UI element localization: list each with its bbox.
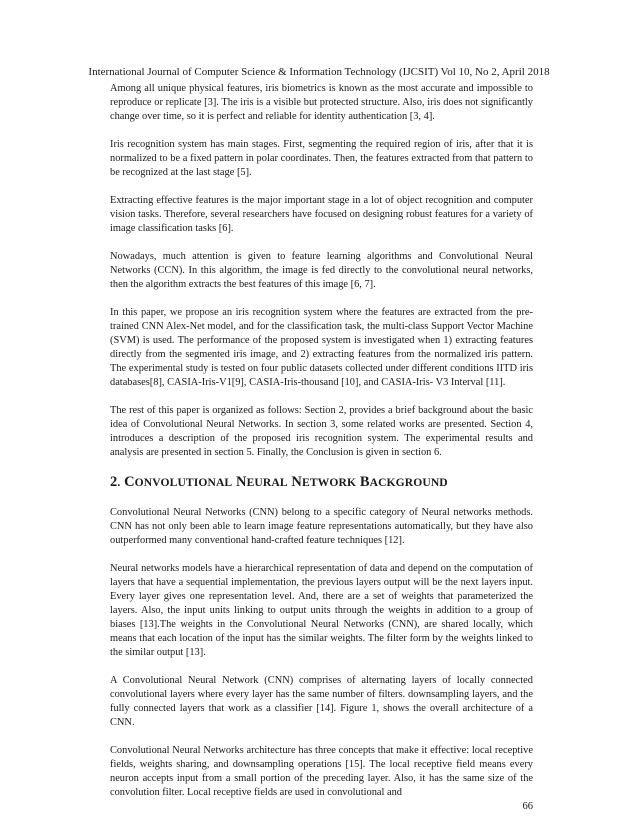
section-heading: 2. CONVOLUTIONAL NEURAL NETWORK BACKGROUND xyxy=(110,474,448,490)
paragraph: The rest of this paper is organized as follows: Section 2, provides a brief background about the basic idea of Convolutional Neural Networks. In section 3, some related works are presented. Section 4, introduces a description of the proposed iris recognition system. The experimental results and analysis are presented in section 5. Finally, the Conclusion is given in section 6. xyxy=(110,405,533,458)
page-number: 66 xyxy=(522,801,533,812)
page-body xyxy=(110,82,533,814)
paragraph: Extracting effective features is the major important stage in a lot of object recognition and computer vision tasks. Therefore, several researchers have focused on designing robust features for a variety of image classification tasks [6]. xyxy=(110,195,533,234)
paragraph: Convolutional Neural Networks architecture has three concepts that make it effective: local receptive fields, weights sharing, and downsampling operations [15]. The local receptive field means every neuron accepts input from a small portion of the preceding layer. Also, it has the same size of the convolution filter. Local receptive fields are used in convolutional and xyxy=(110,745,533,798)
paragraph: Among all unique physical features, iris biometrics is known as the most accurate and impossible to reproduce or replicate [3]. The iris is a visible but protected structure. Also, iris does not significantly change over time, so it is perfect and reliable for identity authentication [3, 4]. xyxy=(110,83,533,122)
paragraph: Convolutional Neural Networks (CNN) belong to a specific category of Neural networks methods. CNN has not only been able to learn image feature representations automatically, but they have also outperformed many conventional hand-crafted feature techniques [12]. xyxy=(110,507,533,546)
paragraph: Iris recognition system has main stages. First, segmenting the required region of iris, after that it is normalized to be a fixed pattern in polar coordinates. Then, the features extracted from that pattern to be recognized at the last stage [5]. xyxy=(110,139,533,178)
paragraph: A Convolutional Neural Network (CNN) comprises of alternating layers of locally connected convolutional layers where every layer has the same number of filters. downsampling layers, and the fully connected layers that work as a classifier [14]. Figure 1, shows the overall architecture of a CNN. xyxy=(110,675,533,728)
paragraph: In this paper, we propose an iris recognition system where the features are extracted from the pre-trained CNN Alex-Net model, and for the classification task, the multi-class Support Vector Machine (SVM) is used. The performance of the proposed system is investigated when 1) extracting features directly from the segmented iris image, and 2) extracting features from the normalized iris pattern. The experimental study is tested on four public datasets collected under different conditions IITD iris databases[8], CASIA-Iris-V1[9], CASIA-Iris-thousand [10], and CASIA-Iris- V3 Interval [11]. xyxy=(110,307,533,388)
paragraph: Nowadays, much attention is given to feature learning algorithms and Convolutional Neural Networks (CCN). In this algorithm, the image is fed directly to the convolutional neural networks, then the algorithm extracts the best features of this image [6, 7]. xyxy=(110,251,533,290)
paragraph: Neural networks models have a hierarchical representation of data and depend on the computation of layers that have a sequential implementation, the previous layers output will be the next layers input. Every layer gives one representation level. And, there are a set of weights that parameterized the layers. Also, the input units linking to output units through the weights in addition to a group of biases [13].The weights in the Convolutional Neural Networks (CNN), are shared locally, which means that each location of the input has the similar weights. The filter form by the weights linked to the similar output [13]. xyxy=(110,563,533,658)
journal-header: International Journal of Computer Science & Information Technology (IJCSIT) Vol 10, No 2, April 2018 xyxy=(88,66,550,78)
